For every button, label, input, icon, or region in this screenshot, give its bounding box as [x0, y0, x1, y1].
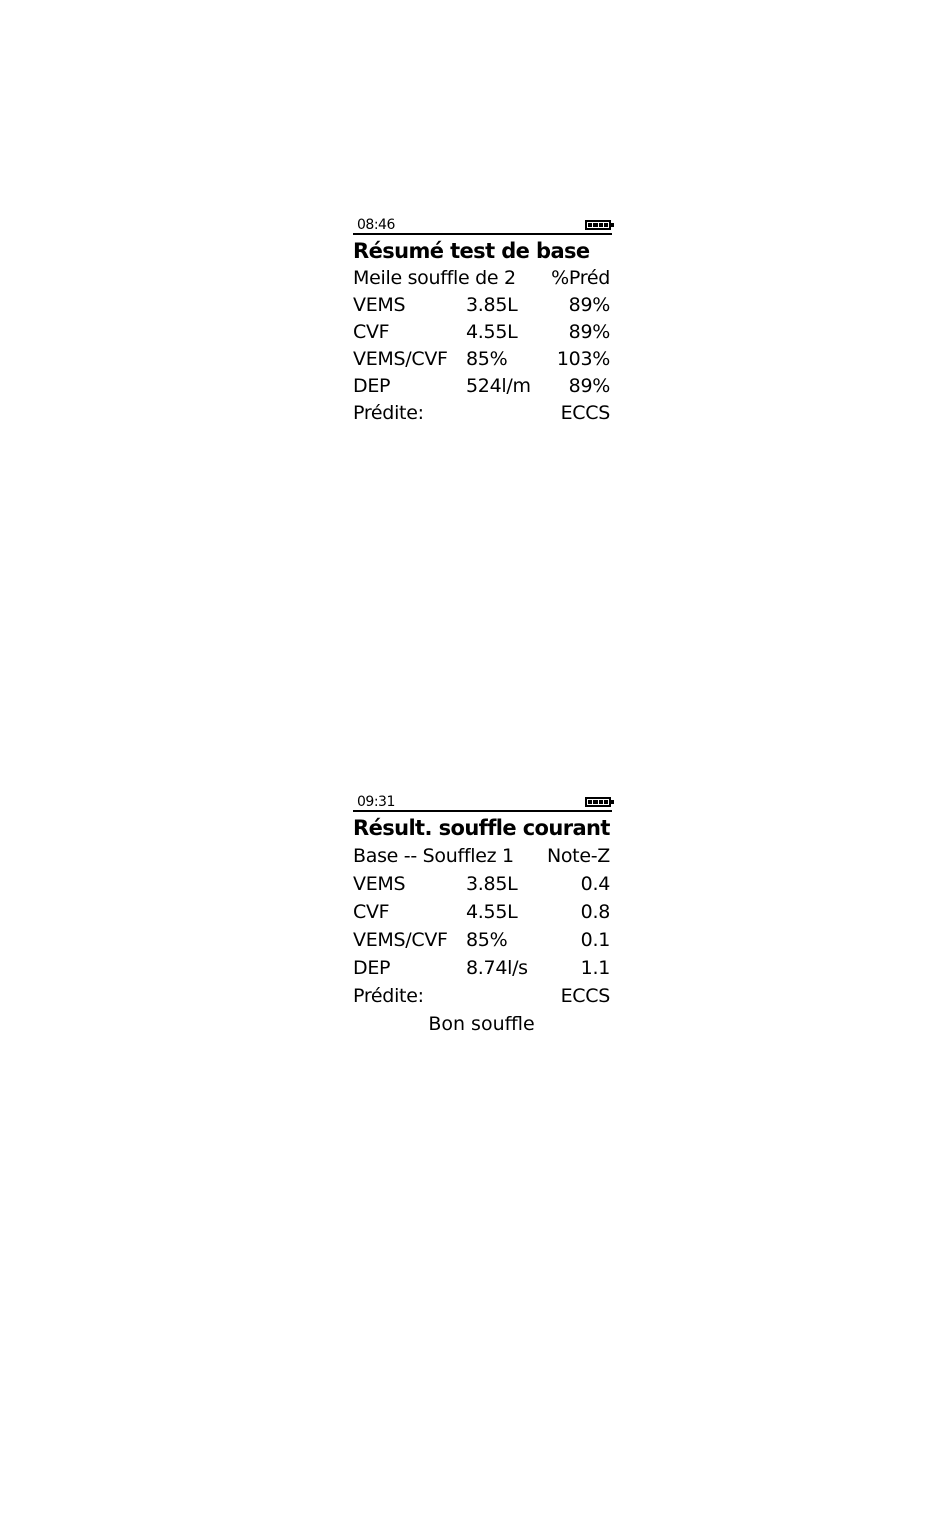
row-pct: 89% [568, 294, 610, 316]
row-value: 524l/m [466, 375, 531, 397]
row-zscore: 0.1 [580, 929, 610, 951]
battery-full-icon [585, 797, 611, 807]
table-row [353, 346, 612, 373]
predicted-label: Prédite: [353, 402, 424, 424]
status-bar [353, 213, 612, 235]
screen-title: Résult. souffle courant [353, 816, 610, 840]
battery-full-icon [585, 220, 611, 230]
table-row [353, 926, 612, 954]
table-row [353, 898, 612, 926]
status-bar [353, 790, 612, 812]
row-value: 85% [466, 929, 508, 951]
row-value: 8.74l/s [466, 957, 528, 979]
clock: 09:31 [357, 794, 395, 810]
predicted-label: Prédite: [353, 985, 424, 1007]
header-left: Base -- Soufflez 1 [353, 845, 514, 867]
current-blow-result-screen [353, 790, 612, 1038]
clock: 08:46 [357, 217, 395, 233]
row-zscore: 1.1 [580, 957, 610, 979]
row-pct: 103% [556, 348, 610, 370]
table-row [353, 373, 612, 400]
row-pct: 89% [568, 321, 610, 343]
header-right: %Préd [551, 267, 610, 289]
row-value: 4.55L [466, 321, 518, 343]
row-zscore: 0.8 [580, 901, 610, 923]
row-value: 85% [466, 348, 508, 370]
row-label: DEP [353, 957, 391, 979]
row-label: VEMS/CVF [353, 348, 448, 370]
row-label: CVF [353, 901, 390, 923]
predicted-value: ECCS [560, 402, 610, 424]
row-label: VEMS/CVF [353, 929, 448, 951]
table-row [353, 292, 612, 319]
row-pct: 89% [568, 375, 610, 397]
row-label: CVF [353, 321, 390, 343]
row-value: 3.85L [466, 873, 518, 895]
row-value: 3.85L [466, 294, 518, 316]
header-left: Meile souffle de 2 [353, 267, 516, 289]
table-row [353, 319, 612, 346]
table-row [353, 870, 612, 898]
row-label: VEMS [353, 294, 406, 316]
row-zscore: 0.4 [580, 873, 610, 895]
blow-quality-message: Bon souffle [428, 1013, 535, 1035]
predicted-row [353, 400, 612, 427]
screen-title: Résumé test de base [353, 239, 590, 263]
predicted-row [353, 982, 612, 1010]
row-label: VEMS [353, 873, 406, 895]
table-header-row [353, 842, 612, 870]
row-value: 4.55L [466, 901, 518, 923]
header-right: Note-Z [546, 845, 610, 867]
baseline-summary-screen [353, 213, 612, 427]
table-header-row [353, 265, 612, 292]
predicted-value: ECCS [560, 985, 610, 1007]
table-row [353, 954, 612, 982]
row-label: DEP [353, 375, 391, 397]
